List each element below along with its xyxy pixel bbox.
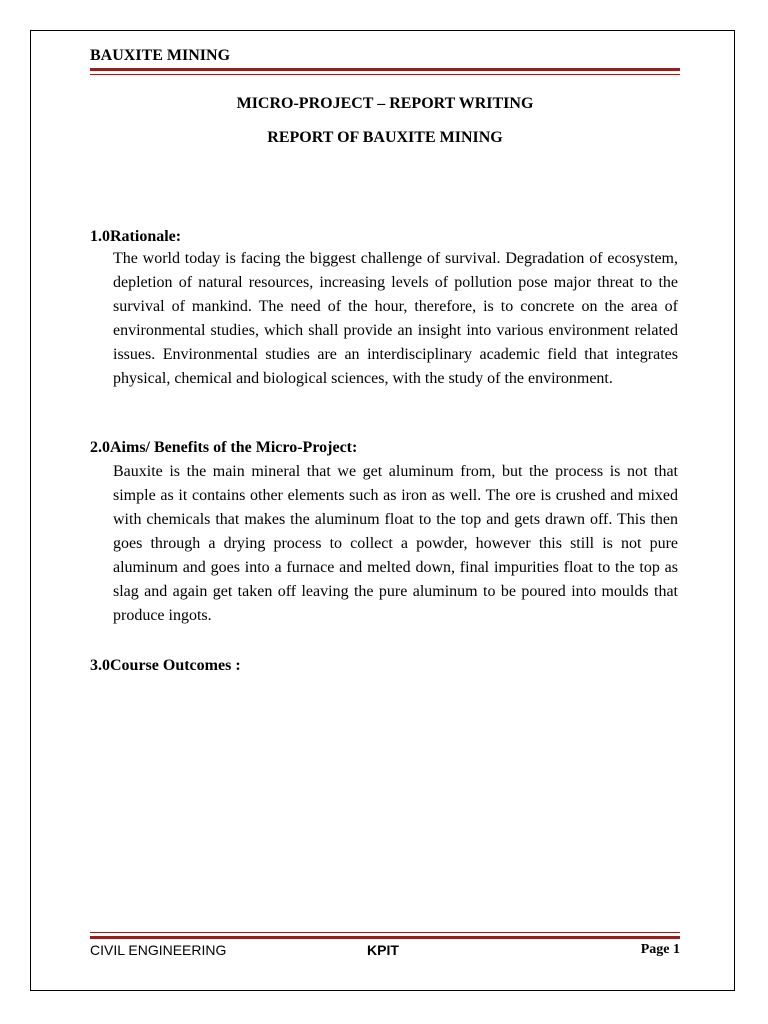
report-title-line1: MICRO-PROJECT – REPORT WRITING	[236, 95, 534, 112]
footer-rule-thick	[90, 936, 680, 939]
footer-institute: KPIT	[367, 942, 399, 958]
running-header: BAUXITE MINING	[90, 47, 231, 64]
page-footer	[90, 942, 680, 962]
footer-department: CIVIL ENGINEERING	[90, 942, 227, 958]
report-title-line2: REPORT OF BAUXITE MINING	[267, 129, 503, 146]
header-rule-thin	[90, 74, 680, 75]
section-heading-rationale: 1.0Rationale:	[90, 228, 182, 245]
footer-page-number: Page 1	[640, 942, 680, 957]
section-heading-outcomes: 3.0Course Outcomes :	[90, 657, 241, 674]
section-heading-aims: 2.0Aims/ Benefits of the Micro-Project:	[90, 439, 358, 456]
section-body-rationale: The world today is facing the biggest challenge of survival. Degradation of ecosystem, depletion of natural resources, increasing levels of pollution pose major threat to the survival of mankind. The need of the hour, therefore, is to concrete on the area of environmental studies, which shall provide an insight into various environment related issues. Environmental studies are an interdisciplinary academic field that integrates physical, chemical and biological sciences, with the study of the environment.	[113, 250, 678, 387]
section-body-aims: Bauxite is the main mineral that we get aluminum from, but the process is not that simple as it contains other elements such as iron as well. The ore is crushed and mixed with chemicals that makes the aluminum float to the top and gets drawn off. This then goes through a drying process to collect a powder, however this still is not pure aluminum and goes into a furnace and melted down, final impurities float to the top as slag and again get taken off leaving the pure aluminum to be poured into moulds that produce ingots.	[113, 463, 678, 624]
header-rule-thick	[90, 68, 680, 71]
footer-rule-thin	[90, 932, 680, 933]
